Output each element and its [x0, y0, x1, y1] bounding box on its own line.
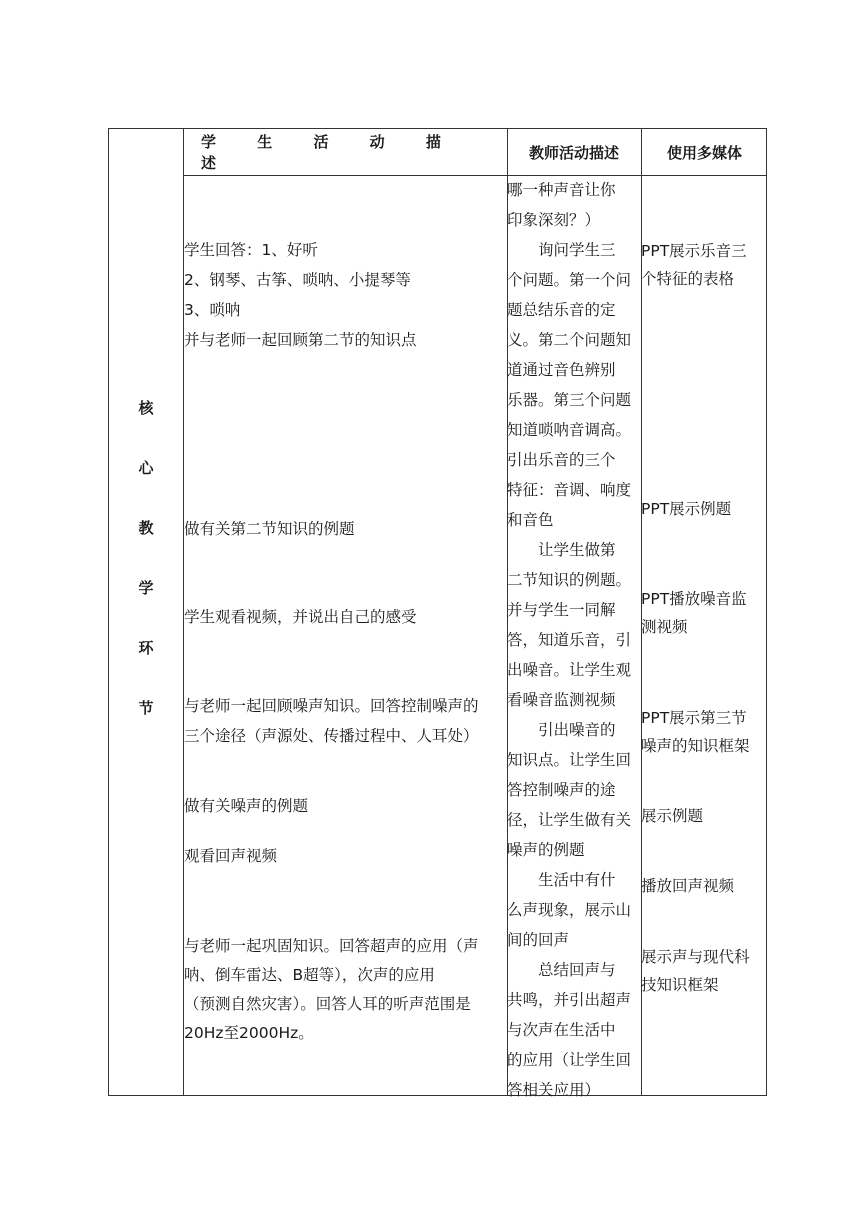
student-line: 学生观看视频，并说出自己的感受 — [184, 608, 417, 626]
media-item — [641, 943, 768, 999]
section-label-char: 环 — [138, 639, 154, 657]
teacher-line: 间的回声 — [507, 931, 570, 949]
teacher-line: 么声现象，展示山 — [507, 901, 632, 919]
teacher-line: 答，知道乐音，引 — [507, 631, 632, 649]
media-line: PPT展示乐音三 — [641, 242, 747, 260]
teacher-line: 二节知识的例题。 — [507, 571, 632, 589]
student-line: 2、钢琴、古筝、唢呐、小提琴等 — [184, 271, 411, 289]
section-label-char: 核 — [138, 399, 154, 417]
student-line: 三个途径（声源处、传播过程中、人耳处） — [184, 727, 479, 745]
teacher-line: 共鸣，并引出超声 — [507, 991, 632, 1009]
media-line: PPT展示第三节 — [641, 709, 747, 727]
media-line: PPT展示例题 — [641, 500, 732, 518]
media-line: 测视频 — [641, 618, 688, 636]
teacher-line: 出噪音。让学生观 — [507, 661, 632, 679]
student-line: （预测自然灾害）。回答人耳的听声范围是 — [184, 995, 471, 1013]
teacher-activity-text — [507, 175, 641, 1105]
teacher-line: 总结回声与 — [507, 961, 616, 979]
student-line: 做有关噪声的例题 — [184, 797, 309, 815]
header-divider — [183, 175, 766, 176]
teacher-line: 与次声在生活中 — [507, 1021, 616, 1039]
teacher-line: 询问学生三 — [507, 241, 616, 259]
teacher-line: 生活中有什 — [507, 871, 616, 889]
student-line: 3、唢呐 — [184, 301, 241, 319]
teacher-line: 引出噪音的 — [507, 721, 616, 739]
student-line: 呐、倒车雷达、B超等），次声的应用 — [184, 966, 435, 984]
student-line: 做有关第二节知识的例题 — [184, 520, 355, 538]
student-line: 学生回答：1、好听 — [184, 241, 318, 259]
media-line: 噪声的知识框架 — [641, 737, 750, 755]
media-item — [641, 872, 768, 900]
lesson-table — [108, 128, 767, 1099]
teacher-line: 看噪音监测视频 — [507, 691, 616, 709]
teacher-line: 哪一种声音让你 — [507, 181, 616, 199]
teacher-line: 径，让学生做有关 — [507, 811, 632, 829]
student-line: 与老师一起回顾噪声知识。回答控制噪声的 — [184, 697, 479, 715]
student-line: 与老师一起巩固知识。回答超声的应用（声 — [184, 937, 479, 955]
teacher-line: 个问题。第一个问 — [507, 271, 632, 289]
teacher-line: 答控制噪声的途 — [507, 781, 616, 799]
media-line: PPT播放噪音监 — [641, 590, 747, 608]
section-label-char: 学 — [138, 579, 154, 597]
teacher-line: 噪声的例题 — [507, 841, 585, 859]
section-label-char: 心 — [138, 459, 154, 477]
media-item — [641, 802, 768, 830]
header-multimedia: 使用多媒体 — [666, 143, 742, 162]
media-item — [641, 495, 768, 523]
media-item — [641, 585, 768, 641]
teacher-line: 让学生做第 — [507, 541, 616, 559]
header-teacher-activity: 教师活动描述 — [528, 143, 619, 162]
teacher-line: 题总结乐音的定 — [507, 301, 616, 319]
student-line: 观看回声视频 — [184, 847, 278, 865]
student-line: 并与老师一起回顾第二节的知识点 — [184, 331, 417, 349]
teacher-line: 义。第二个问题知 — [507, 331, 632, 349]
section-label-char: 节 — [138, 699, 154, 717]
media-line: 个特征的表格 — [641, 270, 735, 288]
teacher-line: 和音色 — [507, 511, 554, 529]
media-line: 播放回声视频 — [641, 877, 735, 895]
teacher-line: 特征：音调、响度 — [507, 481, 632, 499]
media-item — [641, 704, 768, 760]
teacher-line: 引出乐音的三个 — [507, 451, 616, 469]
teacher-line: 的应用（让学生回 — [507, 1051, 632, 1069]
teacher-line: 并与学生一同解 — [507, 601, 616, 619]
teacher-line: 乐器。第三个问题 — [507, 391, 632, 409]
header-student-activity: 学 生 活 动 描 述 — [201, 133, 459, 172]
teacher-line: 知识点。让学生回 — [507, 751, 632, 769]
teacher-line: 知道唢呐音调高。 — [507, 421, 632, 439]
student-line: 20Hz至2000Hz。 — [184, 1024, 314, 1042]
section-label-char: 教 — [138, 519, 154, 537]
teacher-line: 道通过音色辨别 — [507, 361, 616, 379]
teacher-line: 答相关应用） — [507, 1081, 601, 1099]
media-line: 技知识框架 — [641, 976, 719, 994]
media-line: 展示例题 — [641, 807, 704, 825]
teacher-line: 印象深刻？） — [507, 211, 601, 229]
media-item — [641, 237, 768, 293]
media-line: 展示声与现代科 — [641, 948, 750, 966]
